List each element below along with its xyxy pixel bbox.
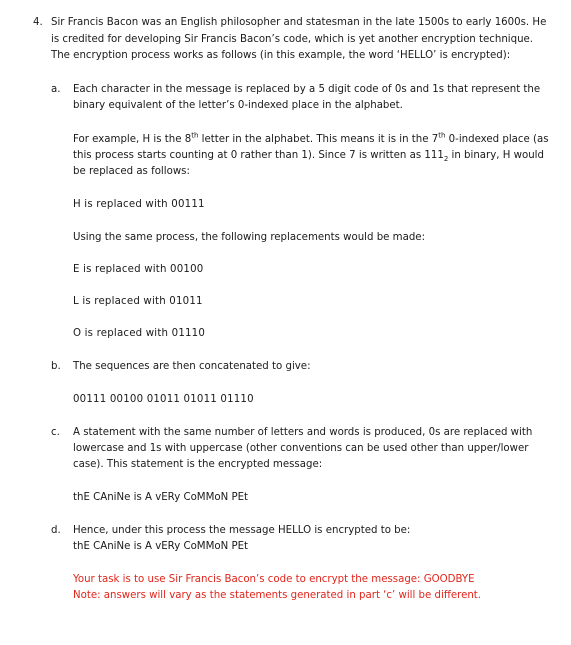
part-a-line-1: Each character in the message is replaced by a 5 digit code of 0s and 1s that represent the <box>73 84 541 95</box>
part-c-line-3: case). This statement is the encrypted message: <box>73 459 323 470</box>
part-c-line-1: A statement with the same number of letters and words is produced, 0s are replaced with <box>73 427 533 438</box>
part-c-line-2: lowercase and 1s with uppercase (other conventions can be used other than upper/lower <box>73 443 529 454</box>
same-process-line: Using the same process, the following replacements would be made: <box>73 232 426 243</box>
e-replacement: E is replaced with 00100 <box>73 264 204 275</box>
example-line-2: this process starts counting at 0 rather than 1). Since 7 is written as $111_2$ in binary, H would <box>73 150 544 164</box>
o-replacement: O is replaced with 01110 <box>73 328 206 339</box>
h-replacement: H is replaced with 00111 <box>73 199 205 210</box>
intro-line-2: is credited for developing Sir Francis Bacon’s code, which is yet another encryption technique. <box>51 34 534 45</box>
question-number: 4. <box>33 17 43 28</box>
part-d-letter: d. <box>51 525 61 536</box>
intro-line-3: The encryption process works as follows (in this example, the word ‘HELLO’ is encrypted): <box>51 50 511 61</box>
part-d-statement: thE CAniNe is A vERy CoMMoN PEt <box>73 541 249 552</box>
part-d-line: Hence, under this process the message HELLO is encrypted to be: <box>73 525 411 536</box>
example-line-1: For example, H is the 8th letter in the alphabet. This means it is in the 7th 0-indexed place (as <box>73 131 549 145</box>
task-note: Note: answers will vary as the statements generated in part ‘c’ will be different. <box>73 590 482 601</box>
part-a-line-2: binary equivalent of the letter’s 0-indexed place in the alphabet. <box>73 100 403 111</box>
part-c-letter: c. <box>51 427 60 438</box>
part-b-letter: b. <box>51 361 61 372</box>
part-a-letter: a. <box>51 84 61 95</box>
task-line: Your task is to use Sir Francis Bacon’s code to encrypt the message: GOODBYE <box>73 574 475 585</box>
encrypted-statement: thE CAniNe is A vERy CoMMoN PEt <box>73 492 249 503</box>
example-line-3: be replaced as follows: <box>73 166 190 177</box>
intro-line-1: Sir Francis Bacon was an English philosopher and statesman in the late 1500s to early 1600s. He <box>51 17 547 28</box>
l-replacement: L is replaced with 01011 <box>73 296 203 307</box>
concatenated-sequence: 00111 00100 01011 01011 01110 <box>73 394 254 405</box>
part-b-line: The sequences are then concatenated to give: <box>73 361 311 372</box>
